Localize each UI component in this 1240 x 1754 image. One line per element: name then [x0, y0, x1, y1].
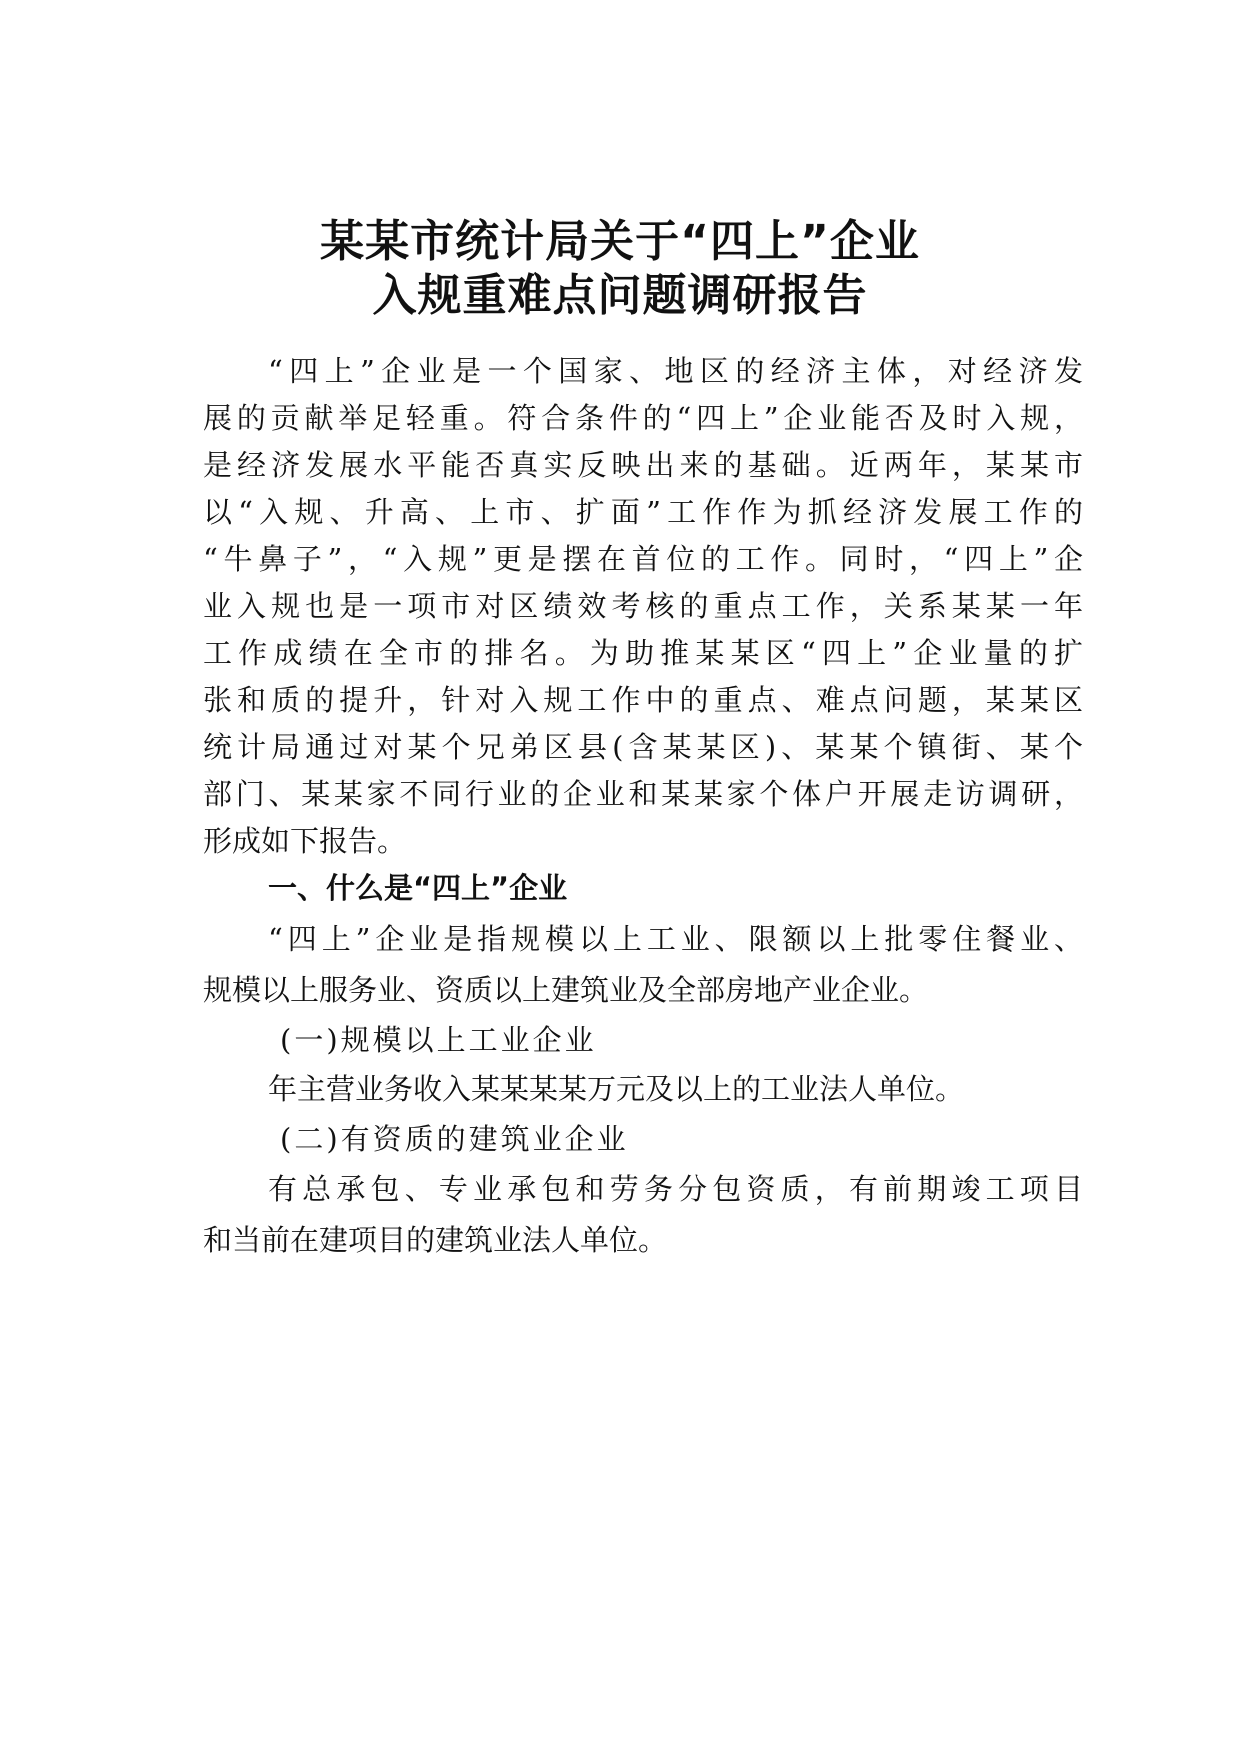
- section-paragraph-line: 规模以上服务业、资质以上建筑业及全部房地产业企业。: [203, 973, 929, 1007]
- intro-paragraph-line: 业入规也是一项市对区绩效考核的重点工作，关系某某一年: [203, 589, 1083, 623]
- section-paragraph-line: “四上”企业是指规模以上工业、限额以上批零住餐业、: [268, 922, 1083, 956]
- intro-paragraph-line: 是经济发展水平能否真实反映出来的基础。近两年，某某市: [203, 448, 1083, 482]
- intro-paragraph-line: 张和质的提升，针对入规工作中的重点、难点问题，某某区: [203, 683, 1083, 717]
- subsection-paragraph-line: 有总承包、专业承包和劳务分包资质，有前期竣工项目: [268, 1172, 1083, 1206]
- intro-paragraph-line: 部门、某某家不同行业的企业和某某家个体户开展走访调研，: [203, 777, 1083, 811]
- section-heading: 一、什么是“四上”企业: [268, 871, 568, 905]
- intro-paragraph-line: 展的贡献举足轻重。符合条件的“四上”企业能否及时入规，: [203, 401, 1083, 435]
- intro-paragraph-line: 统计局通过对某个兄弟区县(含某某区)、某某个镇街、某个: [203, 730, 1083, 764]
- intro-paragraph-line: “四上”企业是一个国家、地区的经济主体，对经济发: [268, 354, 1083, 388]
- intro-paragraph-line: “牛鼻子”，“入规”更是摆在首位的工作。同时，“四上”企: [203, 542, 1083, 576]
- intro-paragraph-line: 以“入规、升高、上市、扩面”工作作为抓经济发展工作的: [203, 495, 1083, 529]
- subsection-heading: (一)规模以上工业企业: [280, 1023, 597, 1057]
- subsection-paragraph-line: 和当前在建项目的建筑业法人单位。: [203, 1223, 668, 1257]
- document-title-line-1: 某某市统计局关于“四上”企业: [320, 216, 920, 267]
- intro-paragraph-line: 形成如下报告。: [203, 824, 407, 858]
- document-title-line-2: 入规重难点问题调研报告: [372, 270, 868, 321]
- subsection-paragraph-line: 年主营业务收入某某某某万元及以上的工业法人单位。: [268, 1072, 965, 1106]
- subsection-heading: (二)有资质的建筑业企业: [280, 1122, 629, 1156]
- intro-paragraph-line: 工作成绩在全市的排名。为助推某某区“四上”企业量的扩: [203, 636, 1083, 670]
